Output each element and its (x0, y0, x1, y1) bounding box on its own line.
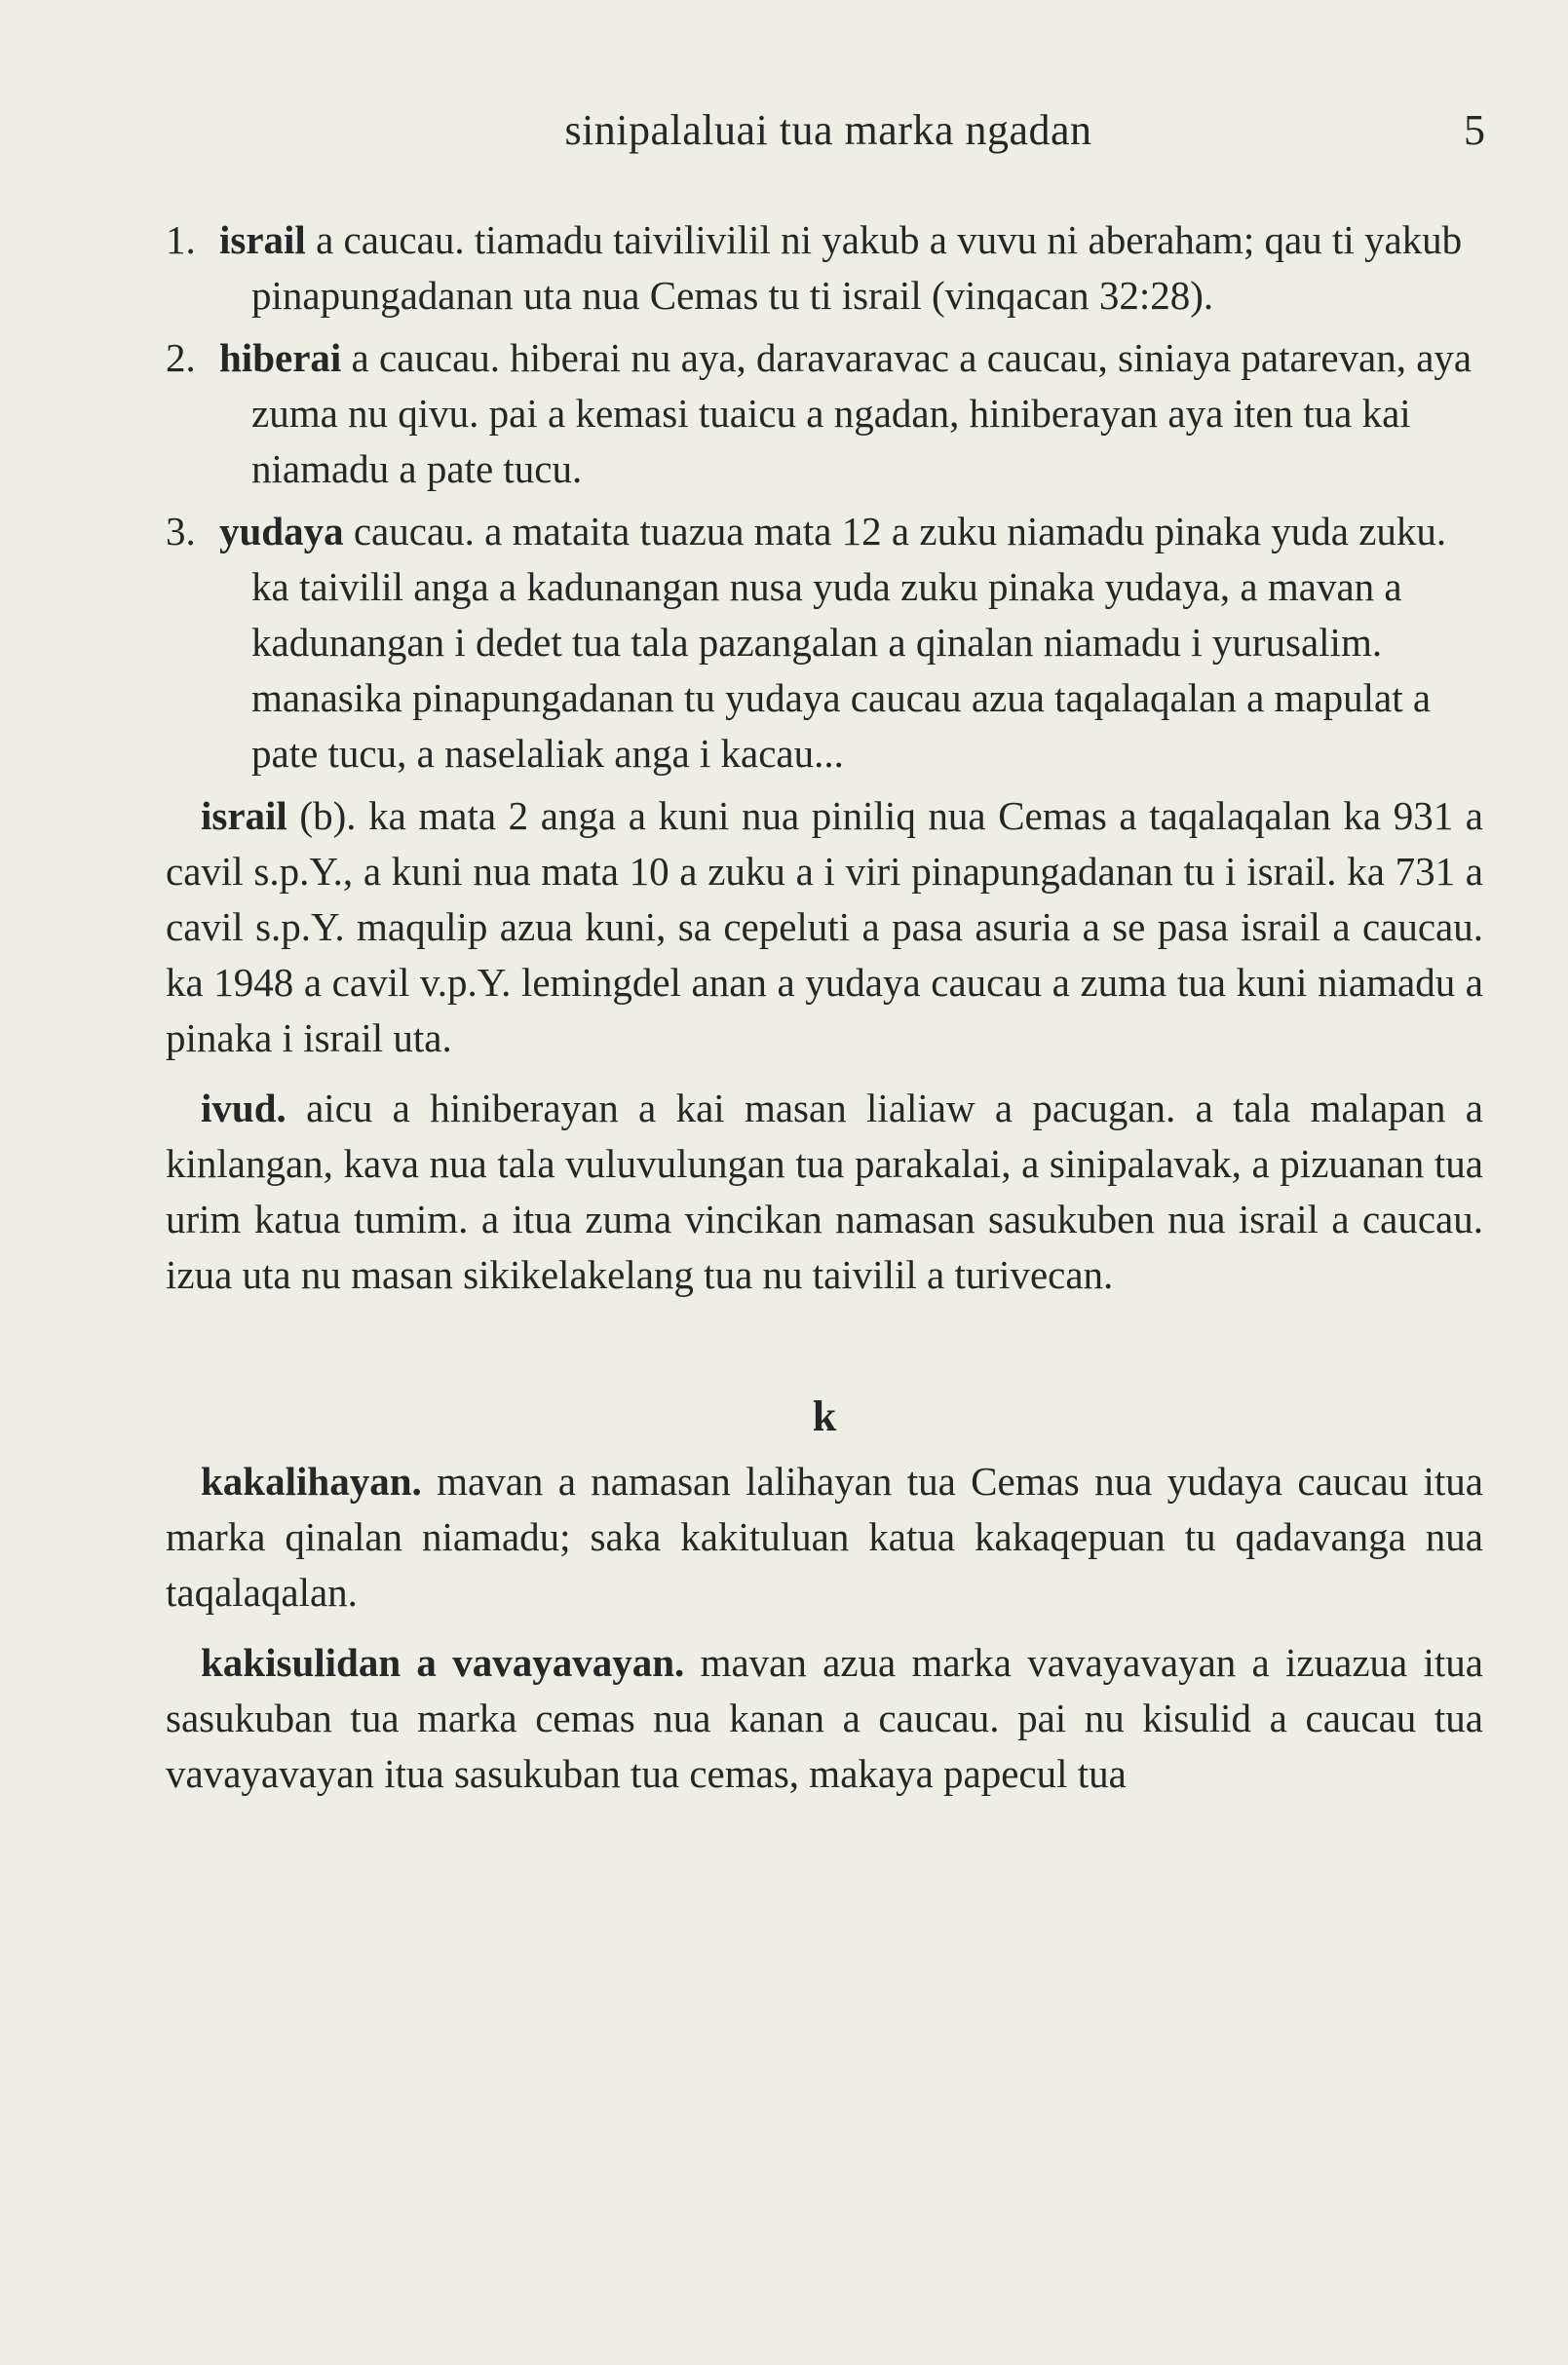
entry-term: yudaya (219, 509, 344, 553)
entry-text (219, 212, 1483, 324)
page-number: 5 (1464, 106, 1485, 154)
entry-term: hiberai (219, 335, 342, 380)
glossary-term: kakalihayan. (201, 1459, 422, 1504)
glossary-text: mavan a namasan lalihayan tua Cemas nua yudaya caucau itua marka qinalan niamadu; saka kakituluan katua kakaqepuan tu qadavanga nua taqalaqalan. (166, 1459, 1484, 1615)
page-title: sinipalaluai tua marka ngadan (564, 106, 1092, 154)
entry-text (219, 504, 1483, 782)
list-item (166, 212, 1483, 324)
page-body (166, 212, 1483, 1816)
entry-body: a caucau. tiamadu taivilivilil ni yakub a vuvu ni aberaham; qau ti yakub pinapungadanan uta nua Cemas tu ti israil (vinqacan 32:28). (251, 217, 1463, 318)
entry-number: 3. (166, 509, 196, 553)
glossary-term: israil (201, 793, 287, 838)
entry-text (219, 330, 1483, 497)
entry-number: 1. (166, 217, 196, 262)
glossary-paragraph (166, 788, 1483, 1066)
section-heading: k (812, 1392, 837, 1440)
glossary-text: (b). ka mata 2 anga a kuni nua piniliq nua Cemas a taqalaqalan ka 931 a cavil s.p.Y., a kuni nua mata 10 a zuku a i viri pinapungadanan tu i israil. ka 731 a cavil s.p.Y. maqulip azua kuni, sa cepeluti a pasa asuria a se pasa israil a caucau. ka 1948 a cavil v.p.Y. lemingdel anan a yudaya caucau a zuma tua kuni niamadu a pinaka i israil uta. (166, 793, 1483, 1060)
glossary-term: kakisulidan a vavayavayan. (201, 1640, 685, 1685)
list-item (166, 504, 1483, 782)
glossary-paragraph (166, 1635, 1483, 1802)
list-item (166, 330, 1483, 497)
glossary-text: aicu a hiniberayan a kai masan lialiaw a pacugan. a tala malapan a kinlangan, kava nua tala vuluvulungan tua parakalai, a sinipalavak, a pizuanan tua urim katua tumim. a itua zuma vincikan namasan sasukuben nua israil a caucau. izua uta nu masan sikikelakelang tua nu taivilil a turivecan. (166, 1086, 1484, 1297)
glossary-term: ivud. (201, 1086, 287, 1130)
entry-body: a caucau. hiberai nu aya, daravaravac a caucau, siniaya patarevan, aya zuma nu qivu. pai a kemasi tuaicu a ngadan, hiniberayan aya iten tua kai niamadu a pate tucu. (251, 335, 1472, 491)
glossary-paragraph (166, 1454, 1483, 1621)
glossary-paragraph (166, 1081, 1483, 1303)
running-header (166, 105, 1491, 164)
glossary-text: mavan azua marka vavayavayan a izuazua itua sasukuban tua marka cemas nua kanan a caucau. pai nu kisulid a caucau tua vavayavayan itua sasukuban tua cemas, makaya papecul tua (166, 1640, 1483, 1796)
entry-term: israil (219, 217, 306, 262)
entry-number: 2. (166, 335, 196, 380)
entry-body: caucau. a mataita tuazua mata 12 a zuku niamadu pinaka yuda zuku. ka taivilil anga a kadunangan nusa yuda zuku pinaka yudaya, a mavan a kadunangan i dedet tua tala pazangalan a qinalan niamadu i yurusalim. manasika pinapungadanan tu yudaya caucau azua taqalaqalan a mapulat a pate tucu, a naselaliak anga i kacau... (251, 509, 1447, 776)
